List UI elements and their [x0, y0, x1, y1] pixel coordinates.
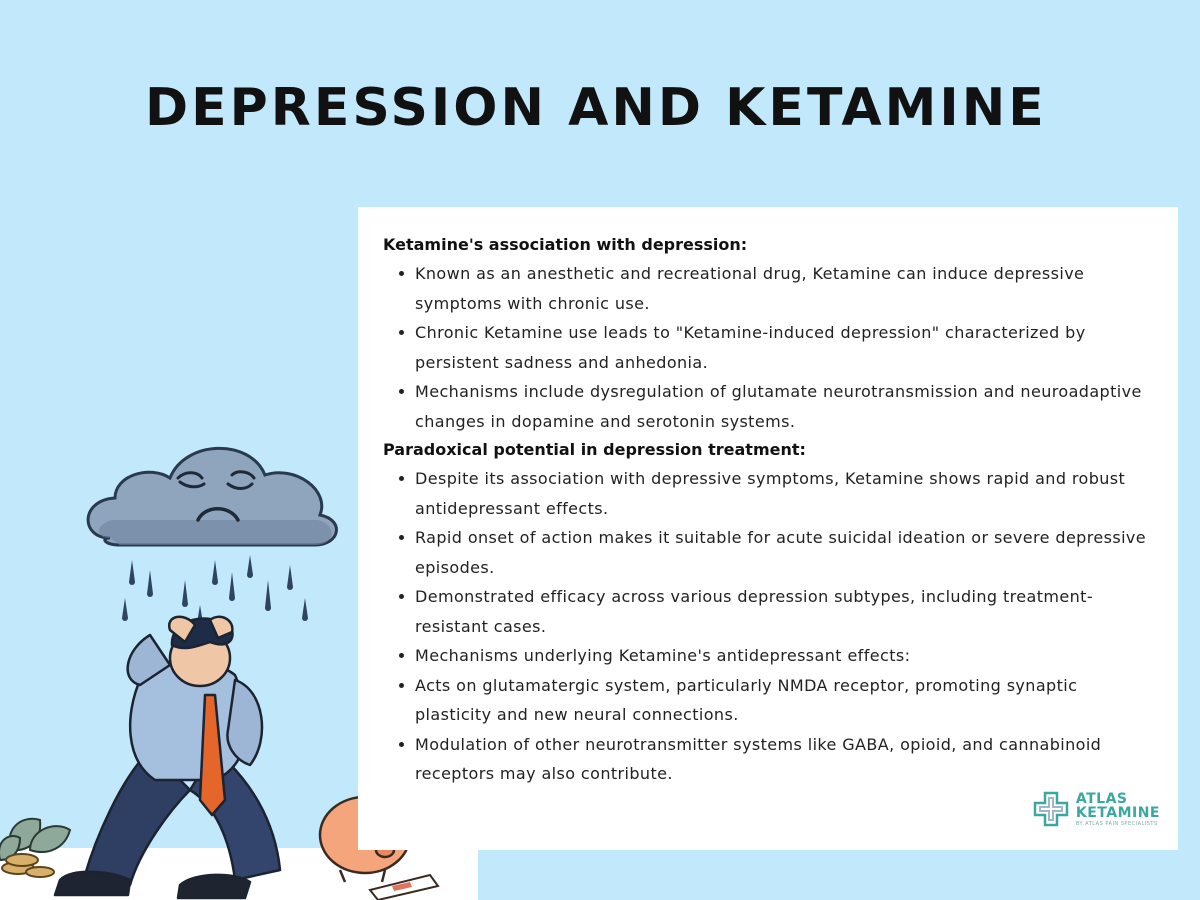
atlas-ketamine-logo [1032, 790, 1160, 828]
list-item: Rapid onset of action makes it suitable for acute suicidal ideation or severe depressive episodes. [415, 523, 1148, 582]
card-icon [370, 875, 438, 900]
page-title: DEPRESSION AND KETAMINE [145, 78, 1047, 138]
medical-cross-icon [1032, 790, 1070, 828]
section-heading-association: Ketamine's association with depression: [383, 235, 748, 254]
logo-line-tagline: BY ATLAS PAIN SPECIALISTS [1075, 820, 1158, 827]
content-panel [358, 207, 1178, 850]
list-item: Known as an anesthetic and recreational drug, Ketamine can induce depressive symptoms with chronic use. [415, 259, 1148, 318]
coins-icon [2, 854, 54, 877]
sad-man-figure [55, 617, 280, 898]
rain-drops [122, 555, 308, 626]
leaves-icon [0, 819, 70, 860]
list-item: Mechanisms include dysregulation of glutamate neurotransmission and neuroadaptive changes in dopamine and serotonin systems. [415, 377, 1148, 436]
list-item: Despite its association with depressive symptoms, Ketamine shows rapid and robust antidepressant effects. [415, 464, 1148, 523]
section-heading-treatment: Paradoxical potential in depression treatment: [383, 440, 806, 459]
list-item: Chronic Ketamine use leads to "Ketamine-induced depression" characterized by persistent sadness and anhedonia. [415, 318, 1148, 377]
list-item: Modulation of other neurotransmitter systems like GABA, opioid, and cannabinoid receptors may also contribute. [415, 730, 1148, 789]
logo-line-atlas: ATLAS [1075, 790, 1128, 807]
logo-text [1076, 792, 1160, 827]
list-item: Acts on glutamatergic system, particularly NMDA receptor, promoting synaptic plasticity and new neural connections. [415, 671, 1148, 730]
list-item: Demonstrated efficacy across various depression subtypes, including treatment-resistant cases. [415, 582, 1148, 641]
bullet-list-treatment [383, 464, 1148, 789]
rain-cloud-icon [88, 448, 336, 545]
logo-line-ketamine: KETAMINE [1075, 804, 1160, 821]
bullet-list-association [383, 259, 1148, 436]
list-item: Mechanisms underlying Ketamine's antidepressant effects: [415, 641, 1148, 671]
